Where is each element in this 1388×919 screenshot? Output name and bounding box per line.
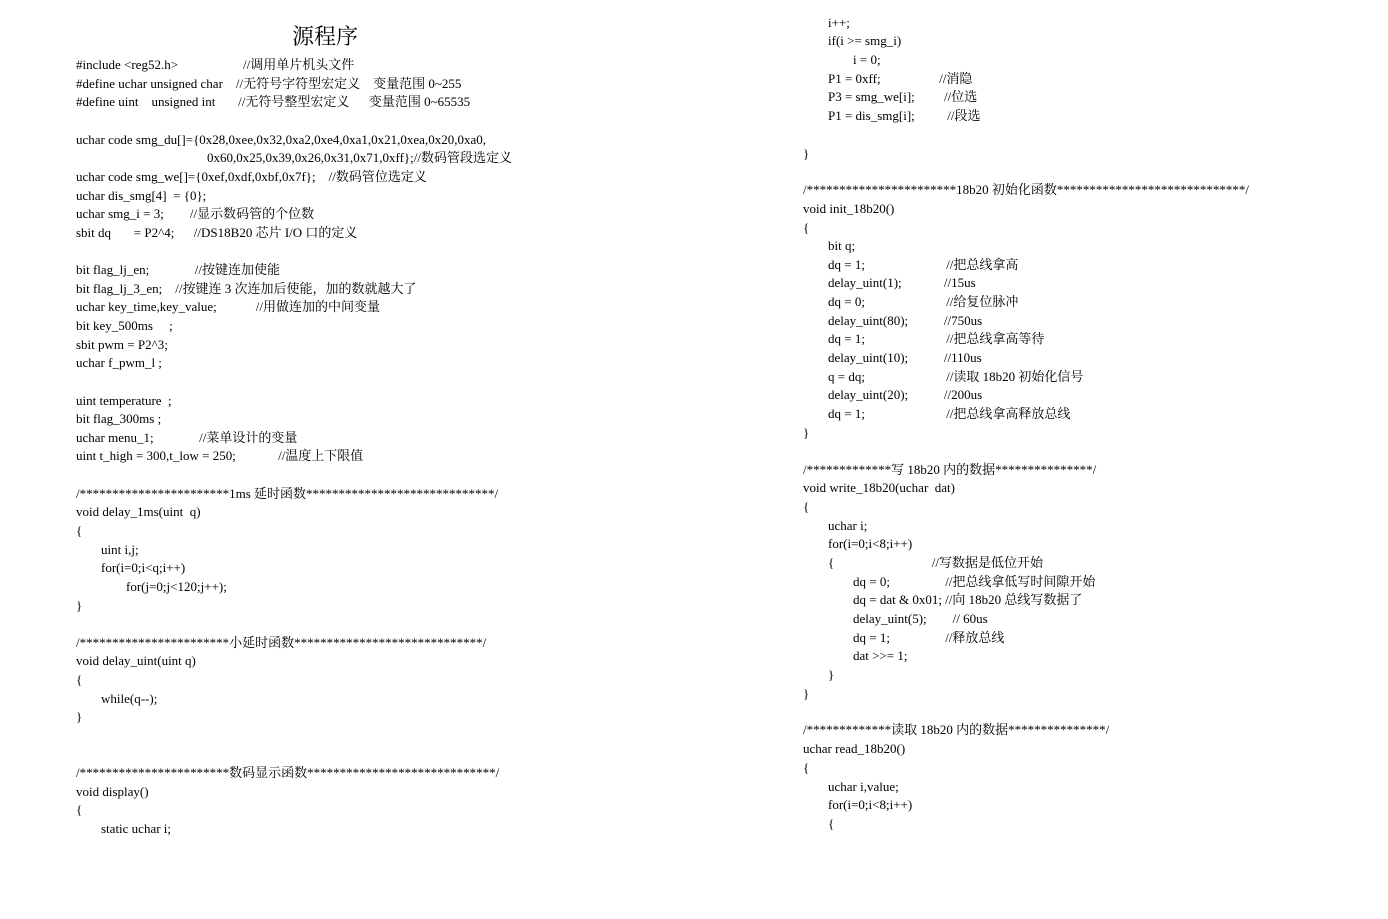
code-line: bit key_500ms ; (76, 318, 173, 333)
code-line: i = 0; (853, 52, 881, 67)
code-line: sbit dq = P2^4; //DS18B20 芯片 I/O 口的定义 (76, 225, 358, 240)
code-line: uchar smg_i = 3; //显示数码管的个位数 (76, 206, 315, 221)
code-line: dq = 1; //把总线拿高等待 (828, 331, 1045, 346)
code-line: q = dq; //读取 18b20 初始化信号 (828, 369, 1084, 384)
code-line: uchar code smg_we[]={0xef,0xdf,0xbf,0x7f}; //数码管位选定义 (76, 169, 427, 184)
code-line: bit flag_lj_3_en; //按键连 3 次连加后使能，加的数就越大了 (76, 281, 417, 296)
code-line: uchar key_time,key_value; //用做连加的中间变量 (76, 299, 381, 314)
code-line: P1 = 0xff; //消隐 (828, 71, 973, 86)
code-line: } (76, 709, 83, 724)
code-line: uint t_high = 300,t_low = 250; //温度上下限值 (76, 448, 364, 463)
code-line: #include <reg52.h> //调用单片机头文件 (76, 57, 355, 72)
code-line: uchar i,value; (828, 779, 899, 794)
code-line: { (803, 499, 810, 514)
code-line: } (76, 598, 83, 613)
code-line: bit flag_300ms ; (76, 411, 162, 426)
code-line: dq = 0; //给复位脉冲 (828, 294, 1019, 309)
code-line: dq = 1; //释放总线 (853, 630, 1005, 645)
code-line: { (803, 220, 810, 235)
code-line: void write_18b20(uchar dat) (803, 480, 955, 495)
code-line: { (828, 816, 835, 831)
code-line: /*************读取 18b20 内的数据***************/ (803, 722, 1110, 737)
code-line: /***********************18b20 初始化函数*****************************/ (803, 182, 1249, 197)
code-line: 0x60,0x25,0x39,0x26,0x31,0x71,0xff};//数码管段选定义 (207, 150, 512, 165)
code-line: { (76, 802, 83, 817)
code-line: } (803, 686, 810, 701)
code-line: } (828, 667, 835, 682)
code-line: { //写数据是低位开始 (828, 555, 1043, 570)
code-line: } (803, 425, 810, 440)
code-line: bit q; (828, 238, 856, 253)
code-line: P1 = dis_smg[i]; //段选 (828, 108, 981, 123)
code-line: sbit pwm = P2^3; (76, 337, 168, 352)
code-line: for(i=0;i<8;i++) (828, 797, 913, 812)
code-line: if(i >= smg_i) (828, 33, 902, 48)
code-line: void delay_uint(uint q) (76, 653, 196, 668)
code-line: void display() (76, 784, 149, 799)
code-line: } (803, 146, 810, 161)
code-line: #define uchar unsigned char //无符号字符型宏定义 变量范围 0~255 (76, 76, 462, 91)
code-line: /*************写 18b20 内的数据***************/ (803, 462, 1097, 477)
code-line: dq = dat & 0x01; //向 18b20 总线写数据了 (853, 592, 1083, 607)
code-line: { (76, 523, 83, 538)
code-line: for(i=0;i<q;i++) (101, 560, 186, 575)
code-line: #define uint unsigned int //无符号整型宏定义 变量范围 0~65535 (76, 94, 471, 109)
code-line: delay_uint(10); //110us (828, 350, 982, 365)
code-line: uchar menu_1; //菜单设计的变量 (76, 430, 298, 445)
code-line: dq = 1; //把总线拿高释放总线 (828, 406, 1071, 421)
code-line: uint i,j; (101, 542, 139, 557)
code-line: uchar dis_smg[4] = {0}; (76, 188, 207, 203)
code-line: /***********************小延时函数*****************************/ (76, 635, 487, 650)
code-line: uchar code smg_du[]={0x28,0xee,0x32,0xa2,0xe4,0xa1,0x21,0xea,0x20,0xa0, (76, 132, 486, 147)
code-line: dq = 0; //把总线拿低写时间隙开始 (853, 574, 1096, 589)
code-line: uchar f_pwm_l ; (76, 355, 162, 370)
code-line: while(q--); (101, 691, 158, 706)
code-line: bit flag_lj_en; //按键连加使能 (76, 262, 281, 277)
code-line: for(i=0;i<8;i++) (828, 536, 913, 551)
code-line: void delay_1ms(uint q) (76, 504, 201, 519)
code-line: uchar i; (828, 518, 868, 533)
code-line: delay_uint(5); // 60us (853, 611, 988, 626)
code-line: i++; (828, 15, 850, 30)
code-line: { (76, 672, 83, 687)
code-line: { (803, 760, 810, 775)
code-line: uint temperature ; (76, 393, 172, 408)
code-line: /***********************数码显示函数*****************************/ (76, 765, 500, 780)
code-line: void init_18b20() (803, 201, 895, 216)
page-title: 源程序 (292, 25, 359, 50)
code-line: dat >>= 1; (853, 648, 908, 663)
code-line: for(j=0;j<120;j++); (126, 579, 227, 594)
code-line: delay_uint(20); //200us (828, 387, 983, 402)
code-line: delay_uint(1); //15us (828, 275, 976, 290)
code-line: P3 = smg_we[i]; //位选 (828, 89, 978, 104)
code-line: delay_uint(80); //750us (828, 313, 983, 328)
code-line: dq = 1; //把总线拿高 (828, 257, 1019, 272)
code-line: /***********************1ms 延时函数*****************************/ (76, 486, 499, 501)
code-line: uchar read_18b20() (803, 741, 906, 756)
code-line: static uchar i; (101, 821, 172, 836)
